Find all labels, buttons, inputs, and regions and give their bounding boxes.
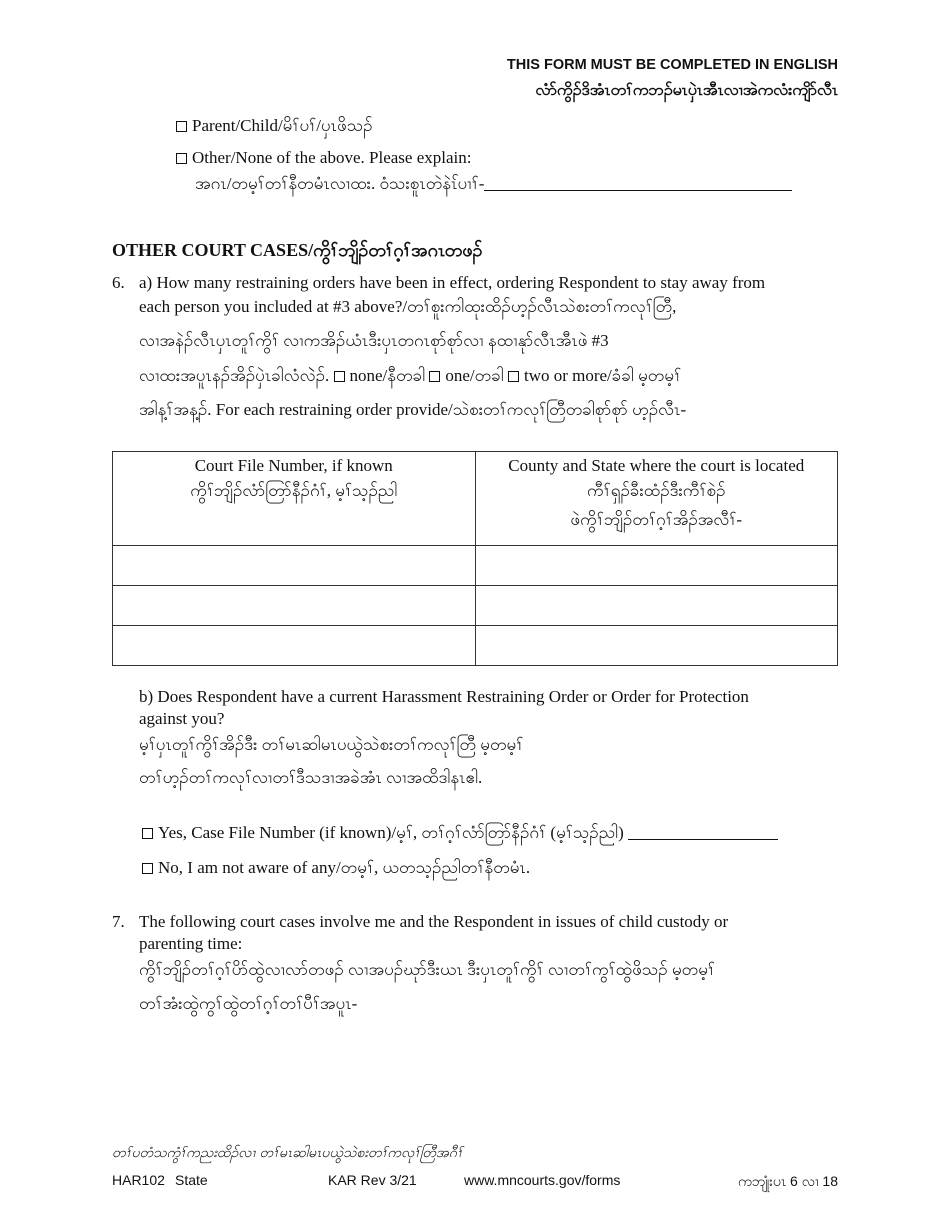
option-yes[interactable]: Yes, Case File Number (if known)/မ့ၢ်, တၢ်ဂ့ၢ်လံာ်တြာ်နီၣ်ဂံၢ် (မ့ၢ်သ့ၣ်ညါ) [142,820,838,846]
q7-line1: The following court cases involve me and the Respondent in issues of child custody or [139,912,729,931]
english-notice: THIS FORM MUST BE COMPLETED IN ENGLISH [506,57,838,73]
option-two-or-more[interactable]: two or more/ခံခါ မ့တမ့ၢ် [508,366,681,385]
q6b-line4: တၢ်ဟ့ၣ်တၢ်ကလုၢ်လၢတၢ်ဒီသဒၢအခဲအံၤ လၢအထိဒါနၤဧါ. [139,768,483,787]
checkbox[interactable] [334,371,345,382]
table-cell-county-state[interactable] [475,626,838,666]
checkbox[interactable] [142,828,153,839]
option-one[interactable]: one/တခါ [429,366,503,385]
q6a-line4: လၢထးအပူၤနၣ်အိၣ်ပှဲၤခါလံလဲဲၣ်. none/နီတခါ one/တခါ two or more/ခံခါ မ့တမ့ၢ် [139,366,682,385]
option-no[interactable]: No, I am not aware of any/တမ့ၢ်, ယတသ့ၣ်ညါတၢ်နီတမံၤ. [142,855,530,881]
court-cases-table [112,451,838,666]
checkbox[interactable] [176,153,187,164]
checkbox[interactable] [176,121,187,132]
question-number-7: 7. [112,912,125,931]
table-cell-file-number[interactable] [113,626,476,666]
q6b-line3: မ့ၢ်ပှၤတူၢ်ကွိၢ်အိၣ်ဒီး တၢ်မၤဆါမၤပယွဲသဲစးတၢ်ကလုၢ်တြီ မ့တမ့ၢ် [139,735,524,754]
q6a-line5: အါန့ၢ်အန့ၣ်. For each restraining order provide/သဲစးတၢ်ကလုၢ်တြီတခါစုာ်စုာ် ဟ့ၣ်လီၤ- [139,400,687,419]
option-none[interactable]: none/နီတခါ [334,366,426,385]
col-county-state: County and State where the court is located ကီၢ်ရှၣ်ခီးထံၣ်ဒီးကီၢ်စဲၣ် ဖဲကွိၢ်ဘျိၣ်တၢ်ဂ့ၢ်အိၣ်အလီၢ်- [475,452,838,546]
footer-form-title: တၢ်ပတံသကွံၢ်ကညးထိၣ်လၢ တၢ်မၤဆါမၤပယွဲသဲစးတၢ်ကလုၢ်တြီအဂီၢ် [112,1145,463,1161]
section-title: OTHER COURT CASES/ကွိၢ်ဘျိၣ်တၢ်ဂ့ၢ်အဂၤတဖၣ် [112,240,483,260]
table-cell-county-state[interactable] [475,546,838,586]
other-explain-row: အဂၤ/တမ့ၢ်တၢ်နီတမံၤလၢထး. ဝံသးစူၤတဲနဲၤ်ပၢၢ်- [195,171,838,197]
footer-website[interactable]: www.mncourts.gov/forms [464,1172,621,1188]
table-row [113,586,838,626]
q6a-line1: a) How many restraining orders have been in effect, ordering Respondent to stay away from [139,273,766,292]
table-header-row [113,452,838,546]
table-cell-file-number[interactable] [113,546,476,586]
q7-line4: တၢ်အံးထွဲကွၢ်ထွဲတၢ်ဂ့ၢ်တၢ်ပီၢ်အပူၤ- [139,994,358,1013]
question-number-6: 6. [112,273,125,292]
footer-language-revision: KAR Rev 3/21 [328,1172,417,1188]
checkbox[interactable] [508,371,519,382]
checkbox[interactable] [429,371,440,382]
checkbox[interactable] [142,863,153,874]
option-other[interactable]: Other/None of the above. Please explain: [176,145,471,171]
footer-form-type: State [175,1172,208,1188]
other-explain-field[interactable] [484,190,792,191]
table-row [113,546,838,586]
table-row [113,626,838,666]
q7-line2: parenting time: [139,934,243,953]
q7-line3: ကွိၢ်ဘျိၣ်တၢ်ဂ့ၢ်ပိာ်ထွဲလၢလာ်တဖၣ် လၢအပၣ်ဃုာ်ဒီးယၤ ဒီးပှၤတူၢ်ကွိၢ် လၢတၢ်ကွၢ်ထွဲဖိသၣ် မ့တမ့ၢ် [139,960,715,979]
q6a-line2: each person you included at #3 above?/တၢ်စူးကါထုးထိၣ်ဟ့ၣ်လီၤသဲစးတၢ်ကလုၢ်တြီ, [139,297,677,316]
karen-notice: လံာ်ကွိၣ်ဒိအံၤတၢ်ကဘၣ်မၤပှဲၤအီၤလၢအဲကလံးကျိာ်လီၤ [535,80,838,99]
footer-page-number: ကဘျုံးပၤ 6 လၢ 18 [737,1173,838,1189]
q6b-line2: against you? [139,709,225,728]
footer-form-id: HAR102 [112,1172,165,1188]
table-cell-county-state[interactable] [475,586,838,626]
table-cell-file-number[interactable] [113,586,476,626]
col-court-file-number: Court File Number, if known ကွိၢ်ဘျိၣ်လံာ်တြာ်နီၣ်ဂံၢ်, မ့ၢ်သ့ၣ်ညါ [113,452,476,546]
q6b-line1: b) Does Respondent have a current Harassment Restraining Order or Order for Protection [139,687,749,706]
q6a-line3: လၢအနဲၣ်လီၤပှၤတူၢ်ကွိၢ် လၢကအိၣ်ယံၤဒီးပှၤတဂၤစုာ်စုာ်လၢ နထၢနုာ်လီၤအီၤဖဲ #3 [139,331,609,350]
option-parent-child[interactable]: Parent/Child/မိၢ်ပၢ်/ပှၤဖိသၣ် [176,113,373,139]
case-file-number-field[interactable] [628,839,778,840]
